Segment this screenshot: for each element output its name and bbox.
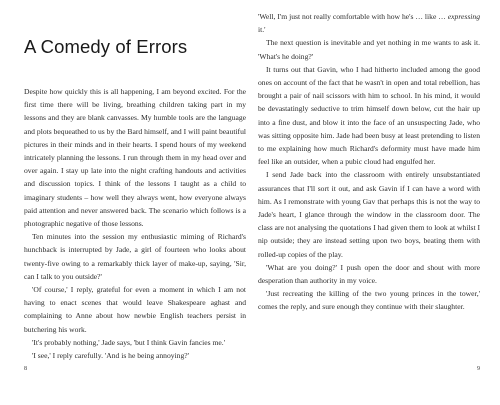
page-number: 8 xyxy=(24,366,27,372)
left-page xyxy=(24,0,246,405)
paragraph: 'What are you doing?' I push open the door and shout with more desperation than authority in my voice. xyxy=(258,262,480,286)
page-number: 9 xyxy=(477,366,480,372)
opening-line-end: it.' xyxy=(258,25,266,35)
chapter-title: A Comedy of Errors xyxy=(24,36,188,57)
paragraph: It turns out that Gavin, who I had hitherto included among the good ones on account of the fact that he wasn't in open and total rebellion, has brought a pair of nail scissors with him to school. In his mind, it would be devastatingly seductive to trim himself down below, cut the hair up into a fine dust, and blow it into the face of an unsuspecting Jade, who was sitting opposite him. Jade had been busy at least pretending to listen to me explaining how much Richard's deformity must have made him feel like an outsider, when a pubic cloud had engulfed her. xyxy=(258,64,480,167)
paragraph: 'Of course,' I reply, grateful for even a moment in which I am not having to enact scenes that would leave Shakespeare aghast and complaining to Anne about how newbie English teachers persist in butchering his work. xyxy=(24,285,246,334)
paragraph: 'I see,' I reply carefully. 'And is he being annoying?' xyxy=(32,351,190,361)
left-page-body xyxy=(24,85,246,362)
paragraph: The next question is inevitable and yet nothing in me wants to ask it. 'What's he doing?' xyxy=(258,38,480,61)
paragraph: Despite how quickly this is all happening, I am beyond excited. For the first time there will be living, breathing children taking part in my lessons and they are blank canvasses. My humble tools are the language and plots bequeathed to us by the Bard himself, and I will paint beautiful pictures in their minds and in their hearts. I spend hours of my weekend intricately planning the lessons. I run through them in my head over and over again. I stay up late into the night crafting handouts and activities and discussion topics. I think of the lessons I taught as a child to imaginary students – how well they always went, how everyone always paid attention and never answered back. The scenario which follows is a photographic negative of those lessons. xyxy=(24,87,246,229)
paragraph: I send Jade back into the classroom with entirely unsubstantiated assurances that I'll sort it out, and ask Gavin if I can have a word with him. As I remonstrate with young Gav that perhaps this is not the way to Jade's heart, I glance through the window in the classroom door. The class are not analysing the quotations I had given them to look at whilst I nip outside; they are instead setting upon two boys, beating them with rolled-up copies of the play. xyxy=(258,170,480,259)
opening-paragraph xyxy=(258,10,480,36)
right-page-body xyxy=(258,10,480,314)
emphasized-word: expressing xyxy=(447,12,480,21)
paragraph: 'Just recreating the killing of the two young princes in the tower,' comes the reply, and sure enough they continue with their slaughter. xyxy=(258,289,480,312)
opening-line-start: 'Well, I'm just not really comfortable with how he's … like … xyxy=(258,12,448,21)
paragraph: 'It's probably nothing,' Jade says, 'but I think Gavin fancies me.' xyxy=(32,337,226,347)
paragraph: Ten minutes into the session my enthusiastic miming of Richard's hunchback is interrupted by Jade, a girl of fourteen who looks about twenty-five owing to a remarkably thick layer of make-up, saying, 'Sir, can I talk to you outside?' xyxy=(24,232,246,281)
right-page xyxy=(258,0,480,405)
